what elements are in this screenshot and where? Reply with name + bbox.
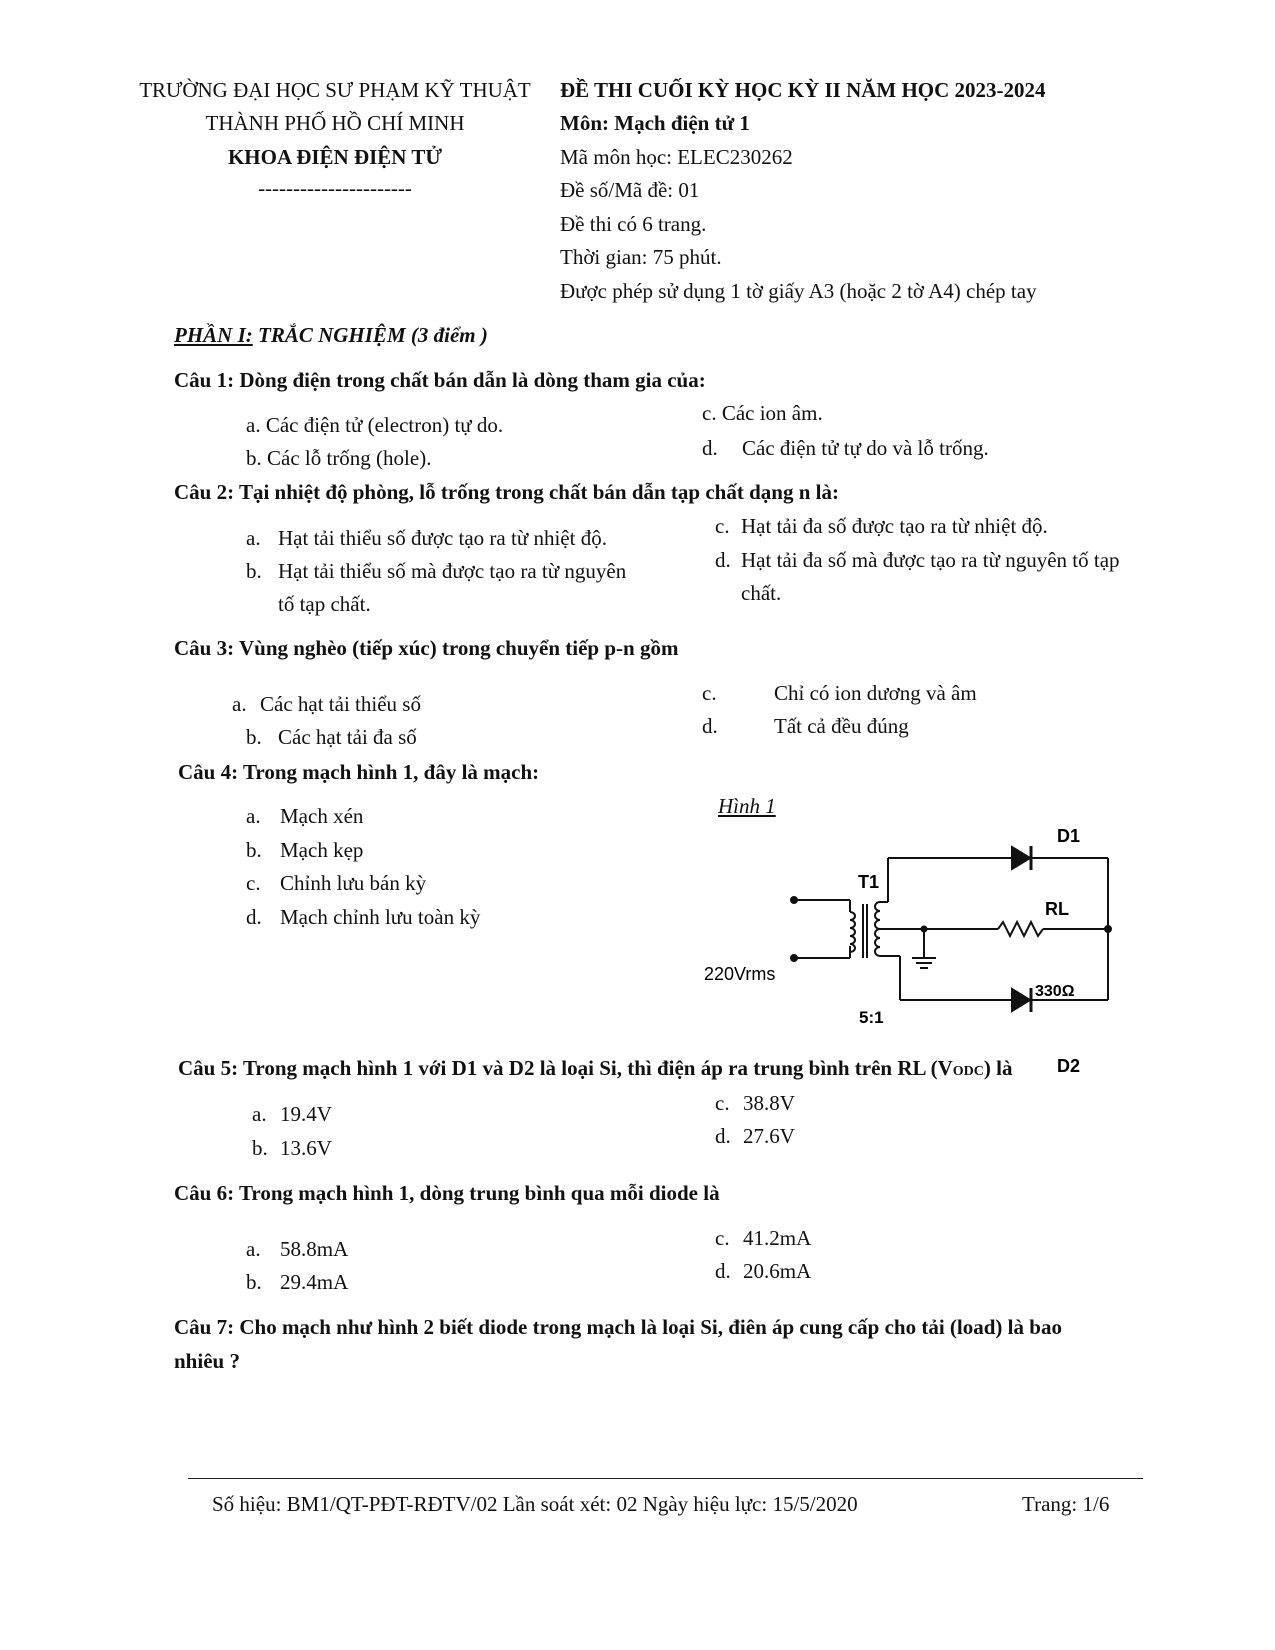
- question-3: [174, 636, 678, 661]
- question-label: Câu 3:: [174, 636, 235, 660]
- footer-page-number: Trang: 1/6: [1022, 1492, 1110, 1516]
- option-text: Các lỗ trống (hole).: [267, 446, 432, 470]
- header-divider: ----------------------: [258, 176, 412, 200]
- option-text: Các hạt tải đa số: [278, 725, 417, 749]
- rl-value-label: 330Ω: [1035, 983, 1075, 1000]
- option-2b-cont: tố tạp chất.: [278, 592, 371, 616]
- option-key: d.: [246, 905, 262, 929]
- option-key: c.: [702, 401, 717, 425]
- option-3b: [246, 725, 417, 750]
- question-4: [178, 760, 539, 785]
- allowed-materials: Được phép sử dụng 1 tờ giấy A3 (hoặc 2 tờ A4) chép tay: [560, 279, 1037, 303]
- option-key: b.: [252, 1136, 268, 1160]
- course-code: Mã môn học: ELEC230262: [560, 145, 793, 169]
- option-key: a.: [246, 1237, 261, 1261]
- option-text: Hạt tải đa số mà được tạo ra từ nguyên tố tạp: [741, 548, 1120, 572]
- option-key: b.: [246, 446, 262, 470]
- option-key: d.: [702, 714, 718, 738]
- page-count: Đề thi có 6 trang.: [560, 212, 707, 236]
- question-text: Trong mạch hình 1, đây là mạch:: [242, 760, 540, 784]
- option-text: Hạt tải thiểu số mà được tạo ra từ nguyên: [278, 559, 627, 583]
- exam-code: Đề số/Mã đề: 01: [560, 178, 700, 202]
- option-2d-cont: chất.: [741, 581, 782, 605]
- option-5a: [252, 1102, 332, 1127]
- option-5c: [715, 1091, 795, 1116]
- option-text: Các điện tử (electron) tự do.: [265, 413, 504, 437]
- section-label: PHẦN I:: [174, 323, 253, 347]
- option-key: a.: [246, 526, 261, 550]
- option-2d: [715, 548, 1120, 573]
- section-title: [174, 323, 488, 348]
- option-key: a.: [252, 1102, 267, 1126]
- option-3c: [702, 681, 977, 706]
- d1-diode-icon: [888, 846, 1108, 1000]
- question-1: [174, 368, 706, 393]
- option-3a: [232, 692, 421, 717]
- option-key: c.: [702, 681, 717, 705]
- input-terminals: [791, 897, 850, 961]
- question-text: Vùng nghèo (tiếp xúc) trong chuyển tiếp p-n gồm: [238, 636, 679, 660]
- option-text: Hạt tải đa số được tạo ra từ nhiệt độ.: [741, 514, 1048, 538]
- option-text: Chỉnh lưu bán kỳ: [280, 871, 427, 895]
- t1-label: T1: [858, 872, 880, 892]
- rl-label: RL: [1045, 899, 1069, 919]
- exam-time: Thời gian: 75 phút.: [560, 245, 722, 269]
- option-4c: [246, 871, 426, 896]
- option-1b: [246, 446, 431, 471]
- option-1a: [246, 413, 503, 438]
- question-text-end: ) là: [983, 1056, 1013, 1080]
- question-label: Câu 6:: [174, 1181, 235, 1205]
- option-key: c.: [715, 1226, 730, 1250]
- option-text: Mạch xén: [280, 804, 364, 828]
- question-text: Tại nhiệt độ phòng, lỗ trống trong chất bán dẫn tạp chất dạng n là:: [238, 480, 839, 504]
- option-key: d.: [715, 1124, 731, 1148]
- question-7-cont: nhiêu ?: [174, 1349, 240, 1373]
- option-4a: [246, 804, 363, 829]
- exam-title: ĐỀ THI CUỐI KỲ HỌC KỲ II NĂM HỌC 2023-2024: [560, 78, 1046, 102]
- question-subscript: ODC: [952, 1064, 984, 1079]
- question-text: Dòng điện trong chất bán dẫn là dòng tham gia của:: [239, 368, 706, 392]
- option-key: c.: [715, 1091, 730, 1115]
- school-name-line1: TRƯỜNG ĐẠI HỌC SƯ PHẠM KỸ THUẬT: [139, 78, 531, 102]
- option-text: Tất cả đều đúng: [774, 714, 909, 738]
- option-key: b.: [246, 725, 262, 749]
- question-6: [174, 1181, 720, 1206]
- option-key: d.: [715, 1259, 731, 1283]
- option-text: 20.6mA: [743, 1259, 812, 1283]
- question-label: Câu 1:: [174, 368, 235, 392]
- option-text: Mạch kẹp: [280, 838, 364, 862]
- option-text: 19.4V: [280, 1102, 332, 1126]
- full-wave-rectifier-circuit: [690, 820, 1170, 1080]
- option-text: Chỉ có ion dương và âm: [774, 681, 977, 705]
- option-text: 13.6V: [280, 1136, 332, 1160]
- option-key: a.: [246, 413, 261, 437]
- option-5d: [715, 1124, 795, 1149]
- option-5b: [252, 1136, 332, 1161]
- option-6d: [715, 1259, 811, 1284]
- option-key: a.: [246, 804, 261, 828]
- section-subtitle: TRẮC NGHIỆM (3 điểm ): [258, 323, 488, 347]
- footer-doc-info: Số hiệu: BM1/QT-PĐT-RĐTV/02 Lần soát xét: 02 Ngày hiệu lực: 15/5/2020: [212, 1492, 858, 1516]
- option-4b: [246, 838, 363, 863]
- footer-rule: [188, 1478, 1143, 1479]
- source-label: 220Vrms: [704, 964, 776, 984]
- option-key: b.: [246, 838, 262, 862]
- option-2b: [246, 559, 626, 584]
- question-text: Trong mạch hình 1 với D1 và D2 là loại Si, thì điện áp ra trung bình trên RL (V: [242, 1056, 953, 1080]
- question-text: Cho mạch như hình 2 biết diode trong mạch là loại Si, điên áp cung cấp cho tải (load) là bao: [239, 1315, 1062, 1339]
- option-key: a.: [232, 692, 247, 716]
- faculty-name: KHOA ĐIỆN ĐIỆN TỬ: [227, 145, 443, 169]
- option-6a: [246, 1237, 348, 1262]
- option-4d: [246, 905, 480, 930]
- question-2: [174, 480, 839, 505]
- option-text: Mạch chỉnh lưu toàn kỳ: [280, 905, 481, 929]
- option-3d: [702, 714, 909, 739]
- question-5: [178, 1056, 1012, 1081]
- option-text: 41.2mA: [743, 1226, 812, 1250]
- option-text: 27.6V: [743, 1124, 795, 1148]
- d2-label: D2: [1057, 1056, 1081, 1076]
- option-key: b.: [246, 559, 262, 583]
- option-2a: [246, 526, 607, 551]
- d1-label: D1: [1057, 826, 1081, 846]
- option-1c: [702, 401, 823, 426]
- option-key: b.: [246, 1270, 262, 1294]
- question-label: Câu 5:: [178, 1056, 239, 1080]
- ratio-label: 5:1: [859, 1008, 884, 1027]
- question-label: Câu 2:: [174, 480, 235, 504]
- option-text: Hạt tải thiểu số được tạo ra từ nhiệt độ.: [278, 526, 607, 550]
- option-key: d.: [702, 436, 718, 460]
- option-text: 58.8mA: [280, 1237, 349, 1261]
- option-text: Các hạt tải thiểu số: [260, 692, 421, 716]
- question-7: [174, 1315, 1062, 1340]
- option-key: c.: [715, 514, 730, 538]
- school-name-line2: THÀNH PHỐ HỒ CHÍ MINH: [205, 111, 465, 135]
- option-6b: [246, 1270, 348, 1295]
- option-text: 38.8V: [743, 1091, 795, 1115]
- subject: Môn: Mạch điện tử 1: [560, 111, 750, 135]
- question-label: Câu 7:: [174, 1315, 235, 1339]
- ground-icon: [912, 927, 936, 969]
- option-text: Các ion âm.: [721, 401, 823, 425]
- figure-1-caption: Hình 1: [718, 794, 776, 818]
- option-text: Các điện tử tự do và lỗ trống.: [742, 436, 989, 460]
- option-key: c.: [246, 871, 261, 895]
- option-key: d.: [715, 548, 731, 572]
- question-label: Câu 4:: [178, 760, 239, 784]
- option-1d: [702, 436, 989, 461]
- rl-resistor-icon: [912, 922, 1111, 936]
- option-text: 29.4mA: [280, 1270, 349, 1294]
- d2-diode-icon: [900, 988, 1108, 1012]
- question-text: Trong mạch hình 1, dòng trung bình qua mỗi diode là: [238, 1181, 720, 1205]
- option-6c: [715, 1226, 811, 1251]
- option-2c: [715, 514, 1048, 539]
